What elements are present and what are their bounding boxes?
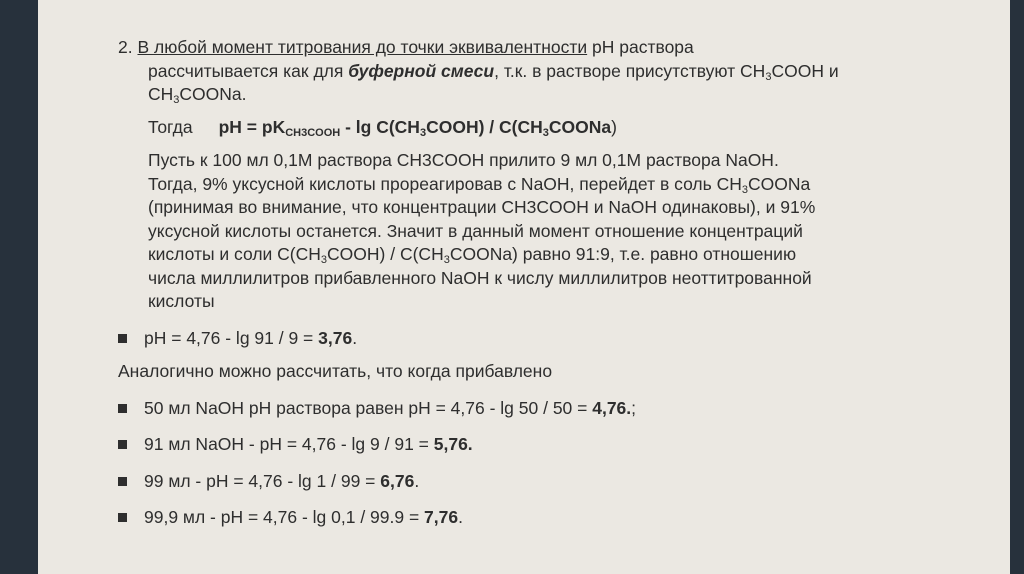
result-3-text: 91 мл NaOH - pH = 4,76 - lg 9 / 91 = bbox=[144, 434, 434, 454]
bullet-square-icon bbox=[118, 477, 127, 486]
para-line-3: (принимая во внимание, что концентрации CH3COOH и NaOH одинаковы), и 91% bbox=[148, 197, 816, 217]
result-4-value: 6,76 bbox=[380, 470, 415, 491]
slide-body bbox=[118, 36, 918, 530]
para-line-2-text: Тогда, 9% уксусной кислоты прореагировав с NaOH, перейдет в соль CH bbox=[148, 173, 742, 194]
formula-a: pH = pK bbox=[218, 116, 286, 137]
subscript-3: 3 bbox=[542, 126, 549, 139]
result-5-value: 7,76 bbox=[424, 507, 459, 527]
line2-pre: рассчитывается как для bbox=[148, 60, 349, 81]
para-line-2-tail: COONa bbox=[748, 173, 811, 194]
left-accent-bar bbox=[0, 0, 38, 574]
intro-underlined: В любой момент титрования до точки эквивалентности bbox=[137, 37, 588, 57]
line3-b: COONa. bbox=[179, 84, 247, 104]
result-2-value: 4,76. bbox=[592, 397, 632, 418]
right-accent-bar bbox=[1010, 0, 1024, 574]
result-4-end: . bbox=[414, 470, 420, 491]
subscript-3: 3 bbox=[443, 254, 450, 266]
subscript-3: 3 bbox=[741, 183, 749, 196]
result-row-3 bbox=[118, 433, 918, 457]
para-line-1: Пусть к 100 мл 0,1М раствора CH3COOH прилито 9 мл 0,1М раствора NaOH. bbox=[148, 150, 779, 170]
formula-c: COOH) / C(CH bbox=[426, 116, 543, 137]
subscript-3: 3 bbox=[765, 70, 772, 83]
line3-a: CH bbox=[148, 84, 174, 104]
para-line-6: числа миллилитров прибавленного NaOH к числу миллилитров неоттитрованной bbox=[148, 267, 812, 288]
formula bbox=[219, 117, 611, 137]
result-row-5 bbox=[118, 506, 918, 530]
intro-line-2 bbox=[118, 60, 918, 84]
result-3-value: 5,76. bbox=[433, 434, 473, 454]
formula-line bbox=[118, 116, 918, 140]
result-2-end: ; bbox=[631, 397, 637, 418]
para-line-4: уксусной кислоты останется. Значит в данный момент отношение концентраций bbox=[148, 220, 803, 241]
result-1-text: pH = 4,76 - lg 91 / 9 = bbox=[144, 327, 319, 348]
para-line-5-a: кислоты и соли C(CH bbox=[148, 244, 321, 264]
formula-e: ) bbox=[611, 116, 617, 137]
para-line-5-b: COOH) / C(CH bbox=[327, 244, 444, 264]
result-row-4 bbox=[118, 470, 918, 494]
subscript-3: 3 bbox=[320, 254, 328, 266]
result-row-2 bbox=[118, 397, 918, 421]
bullet-square-icon bbox=[118, 513, 127, 522]
explanation-paragraph bbox=[118, 149, 918, 314]
formula-subscript: CH3COOH bbox=[285, 126, 341, 139]
result-5-text: 99,9 мл - pH = 4,76 - lg 0,1 / 99.9 = bbox=[144, 507, 425, 527]
para-line-7: кислоты bbox=[148, 291, 215, 311]
intro-line-3 bbox=[118, 83, 918, 107]
para-line-2 bbox=[148, 173, 918, 197]
intro-line bbox=[118, 36, 918, 60]
result-1-value: 3,76 bbox=[318, 327, 353, 348]
result-1-end: . bbox=[352, 327, 358, 348]
result-4-text: 99 мл - pH = 4,76 - lg 1 / 99 = bbox=[144, 470, 381, 491]
formula-d: COONa bbox=[548, 116, 612, 137]
intro-rest: pH раствора bbox=[587, 37, 694, 57]
para-line-5 bbox=[148, 243, 918, 267]
item-number: 2. bbox=[118, 37, 133, 57]
line2-post: , т.к. в растворе присутствуют CH bbox=[494, 60, 766, 81]
analog-text: Аналогично можно рассчитать, что когда прибавлено bbox=[118, 361, 553, 381]
buffer-mixture-term: буферной смеси bbox=[348, 60, 495, 81]
bullet-square-icon bbox=[118, 334, 127, 343]
result-2-text: 50 мл NaOH pH раствора равен pH = 4,76 - lg 50 / 50 = bbox=[144, 397, 593, 418]
para-line-5-c: COONa) равно 91:9, т.е. равно отношению bbox=[449, 244, 797, 264]
then-word: Тогда bbox=[148, 116, 193, 137]
line2-post2: COOH и bbox=[771, 60, 839, 81]
bullet-square-icon bbox=[118, 440, 127, 449]
bullet-square-icon bbox=[118, 404, 127, 413]
subscript-3: 3 bbox=[419, 126, 427, 139]
subscript-3: 3 bbox=[173, 94, 180, 106]
result-5-end: . bbox=[458, 507, 463, 527]
formula-b: - lg C(CH bbox=[340, 116, 420, 137]
result-row-1 bbox=[118, 327, 918, 351]
